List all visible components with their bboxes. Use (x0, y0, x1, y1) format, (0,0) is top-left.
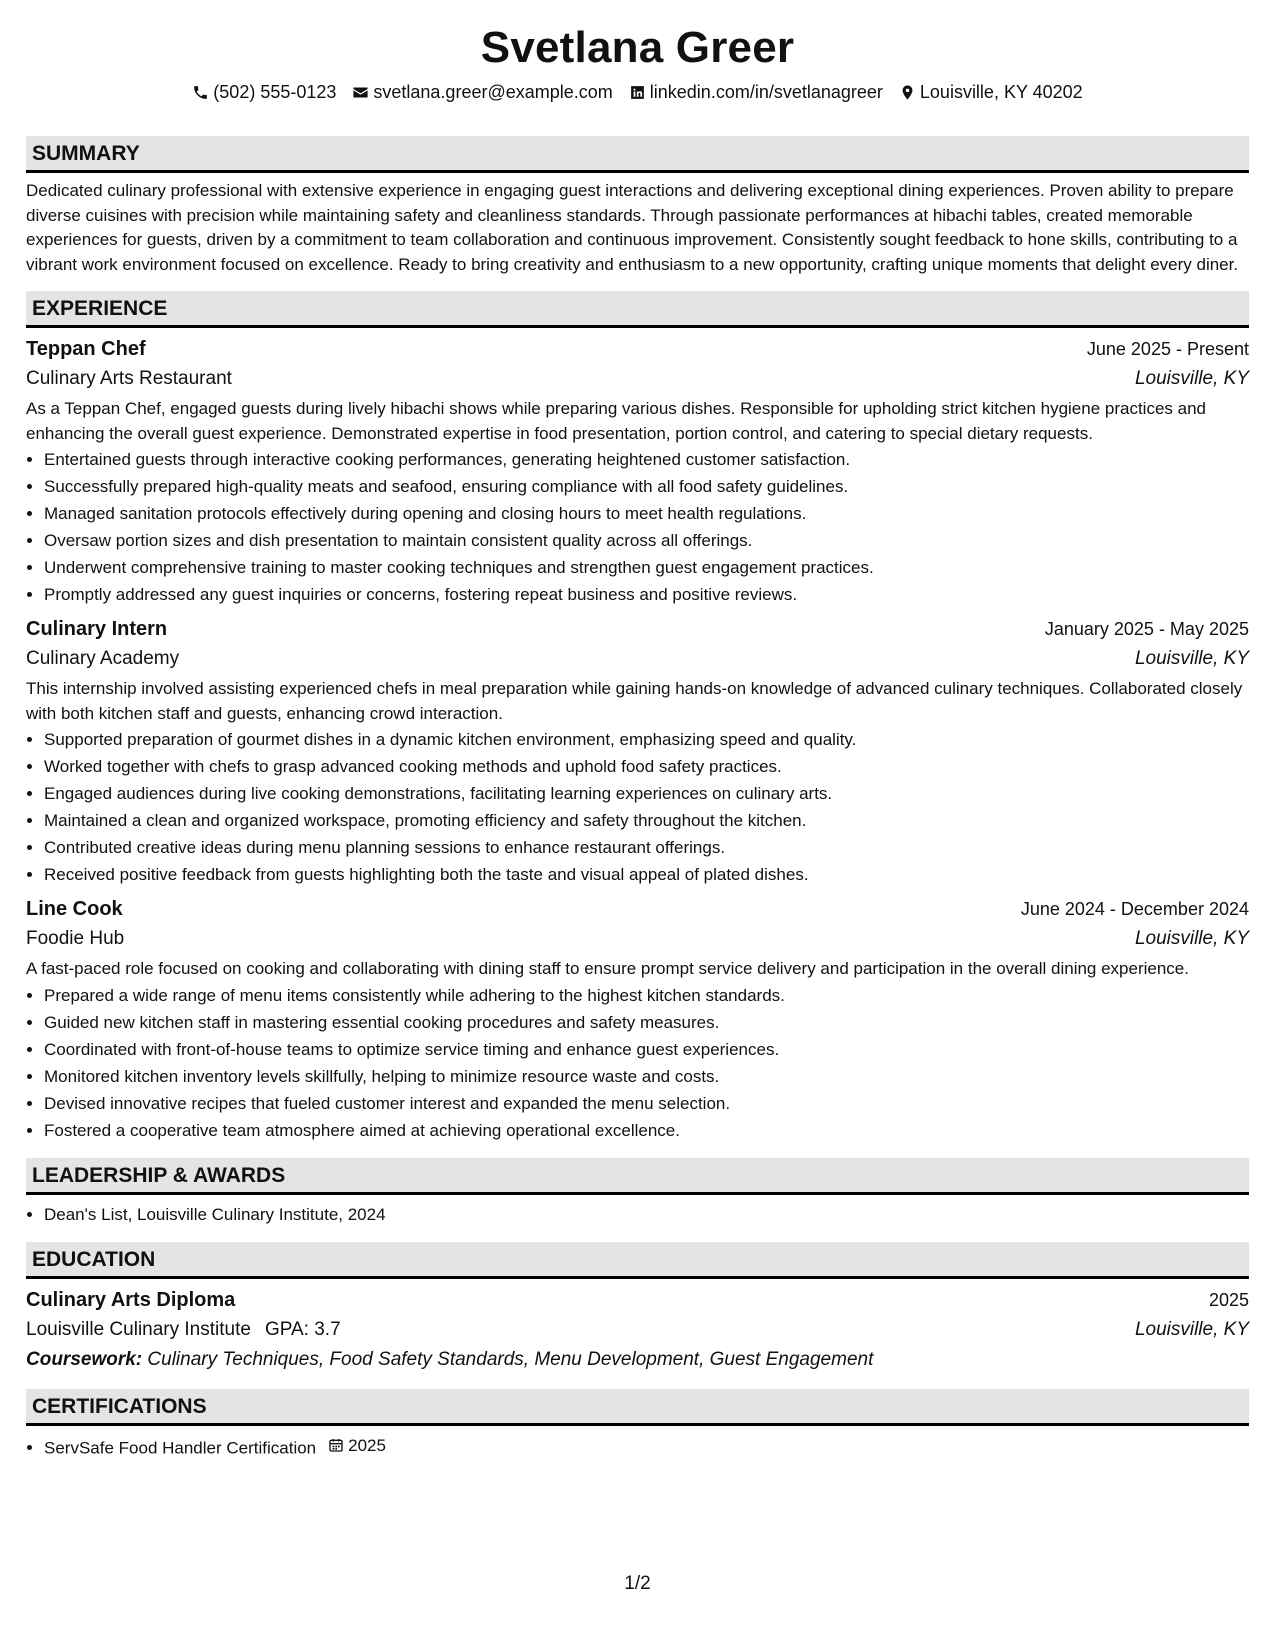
calendar-icon (328, 1437, 344, 1453)
coursework-label: Coursework: (26, 1348, 143, 1370)
envelope-icon (352, 84, 369, 101)
job-entry (26, 334, 1249, 608)
job-bullets (26, 446, 1249, 608)
job-location: Louisville, KY (1134, 368, 1249, 389)
coursework (26, 1345, 1249, 1375)
graduation-year: 2025 (1208, 1289, 1249, 1310)
bullet-item: • Promptly addressed any guest inquiries or concerns, fostering repeat business and positive reviews. (44, 581, 1249, 608)
degree-title: Culinary Arts Diploma (26, 1288, 236, 1311)
linkedin-icon (629, 84, 646, 101)
contact-linkedin[interactable] (629, 80, 883, 104)
bullet-item: • Contributed creative ideas during menu planning sessions to enhance restaurant offerings. (44, 834, 1249, 861)
leadership-list (26, 1201, 1249, 1228)
school-line (26, 1315, 341, 1345)
certifications-list (26, 1432, 1249, 1462)
phone-text: (502) 555-0123 (213, 82, 337, 102)
job-location: Louisville, KY (1134, 648, 1249, 669)
linkedin-text[interactable]: linkedin.com/in/svetlanagreer (649, 82, 883, 102)
certification-year: 2025 (348, 1435, 386, 1455)
job-dates: June 2025 - Present (1086, 339, 1249, 359)
bullet-item: • Fostered a cooperative team atmosphere aimed at achieving operational excellence. (44, 1117, 1249, 1144)
bullet-item: • Prepared a wide range of menu items consistently while adhering to the highest kitchen standards. (44, 982, 1249, 1009)
job-bullets (26, 726, 1249, 888)
school-name: Louisville Culinary Institute (26, 1318, 251, 1340)
job-entry (26, 614, 1249, 888)
contact-location (899, 80, 1083, 104)
job-dates: June 2024 - December 2024 (1020, 899, 1249, 919)
phone-icon (192, 84, 209, 101)
education-entry (26, 1285, 1249, 1375)
school-location: Louisville, KY (1134, 1318, 1249, 1340)
gpa: GPA: 3.7 (264, 1318, 341, 1340)
job-entry (26, 894, 1249, 1144)
page-number: 1/2 (624, 1573, 651, 1594)
bullet-item: • Supported preparation of gourmet dishes in a dynamic kitchen environment, emphasizing speed and quality. (44, 726, 1249, 753)
job-company: Culinary Arts Restaurant (26, 368, 232, 389)
job-description: A fast-paced role focused on cooking and collaborating with dining staff to ensure prompt service delivery and participation in the overall dining experience. (26, 959, 1189, 978)
bullet-item: • Received positive feedback from guests highlighting both the taste and visual appeal of plated dishes. (44, 861, 1249, 888)
bullet-item: • Guided new kitchen staff in mastering essential cooking procedures and safety measures. (44, 1009, 1249, 1036)
certification-date (328, 1432, 386, 1459)
bullet-item: • Devised innovative recipes that fueled customer interest and expanded the menu selection. (44, 1090, 1249, 1117)
job-company: Foodie Hub (26, 928, 125, 949)
bullet-item: • Engaged audiences during live cooking demonstrations, facilitating learning experiences on culinary arts. (44, 780, 1249, 807)
email-text[interactable]: svetlana.greer@example.com (373, 82, 613, 102)
section-header-education: EDUCATION (26, 1242, 1249, 1279)
map-pin-icon (899, 84, 916, 101)
contact-bar (26, 80, 1249, 104)
section-header-leadership: LEADERSHIP & AWARDS (26, 1158, 1249, 1195)
bullet-item: • Oversaw portion sizes and dish presentation to maintain consistent quality across all offerings. (44, 527, 1249, 554)
award-item: • Dean's List, Louisville Culinary Institute, 2024 (44, 1201, 1249, 1228)
bullet-item: • Maintained a clean and organized workspace, promoting efficiency and safety throughout the kitchen. (44, 807, 1249, 834)
job-bullets (26, 982, 1249, 1144)
candidate-name: Svetlana Greer (480, 23, 795, 72)
job-title: Culinary Intern (26, 618, 168, 640)
job-company: Culinary Academy (26, 648, 180, 669)
certification-item (44, 1432, 1249, 1462)
job-location: Louisville, KY (1134, 928, 1249, 949)
bullet-item: • Successfully prepared high-quality meats and seafood, ensuring compliance with all food safety guidelines. (44, 473, 1249, 500)
contact-email[interactable] (352, 80, 612, 104)
summary-text: Dedicated culinary professional with extensive experience in engaging guest interactions and delivering exceptional dining experiences. Proven ability to prepare diverse cuisines with precision while maintaining safety and cleanliness standards. Through passionate performances at hibachi tables, created memorable experiences for guests, driven by a commitment to team collaboration and continuous improvement. Consistently sought feedback to hone skills, contributing to a vibrant work environment focused on excellence. Ready to bring creativity and enthusiasm to a new opportunity, crafting unique moments that delight every diner. (26, 181, 1239, 274)
bullet-item: • Underwent comprehensive training to master cooking techniques and strengthen guest engagement practices. (44, 554, 1249, 581)
job-title: Line Cook (26, 898, 123, 920)
section-header-certifications: CERTIFICATIONS (26, 1389, 1249, 1426)
coursework-list: Culinary Techniques, Food Safety Standards, Menu Development, Guest Engagement (147, 1348, 874, 1370)
bullet-item: • Coordinated with front-of-house teams to optimize service timing and enhance guest experiences. (44, 1036, 1249, 1063)
section-header-summary: SUMMARY (26, 136, 1249, 173)
location-text: Louisville, KY 40202 (919, 82, 1083, 102)
job-description: As a Teppan Chef, engaged guests during lively hibachi shows while preparing various dishes. Responsible for upholding strict kitchen hygiene practices and enhancing the overall guest experience. Demonstrated expertise in food presentation, portion control, and catering to special dietary requests. (26, 399, 1206, 443)
job-title: Teppan Chef (26, 338, 146, 360)
bullet-item: • Entertained guests through interactive cooking performances, generating heightened customer satisfaction. (44, 446, 1249, 473)
job-dates: January 2025 - May 2025 (1044, 619, 1249, 639)
contact-phone (192, 80, 336, 104)
certification-name: ServSafe Food Handler Certification (44, 1438, 317, 1457)
bullet-item: • Worked together with chefs to grasp advanced cooking methods and uphold food safety practices. (44, 753, 1249, 780)
section-header-experience: EXPERIENCE (26, 291, 1249, 328)
bullet-item: • Managed sanitation protocols effectively during opening and closing hours to meet health regulations. (44, 500, 1249, 527)
job-description: This internship involved assisting experienced chefs in meal preparation while gaining hands-on knowledge of advanced culinary techniques. Collaborated closely with both kitchen staff and guests, enhancing crowd interaction. (26, 679, 1243, 723)
bullet-item: • Monitored kitchen inventory levels skillfully, helping to minimize resource waste and costs. (44, 1063, 1249, 1090)
